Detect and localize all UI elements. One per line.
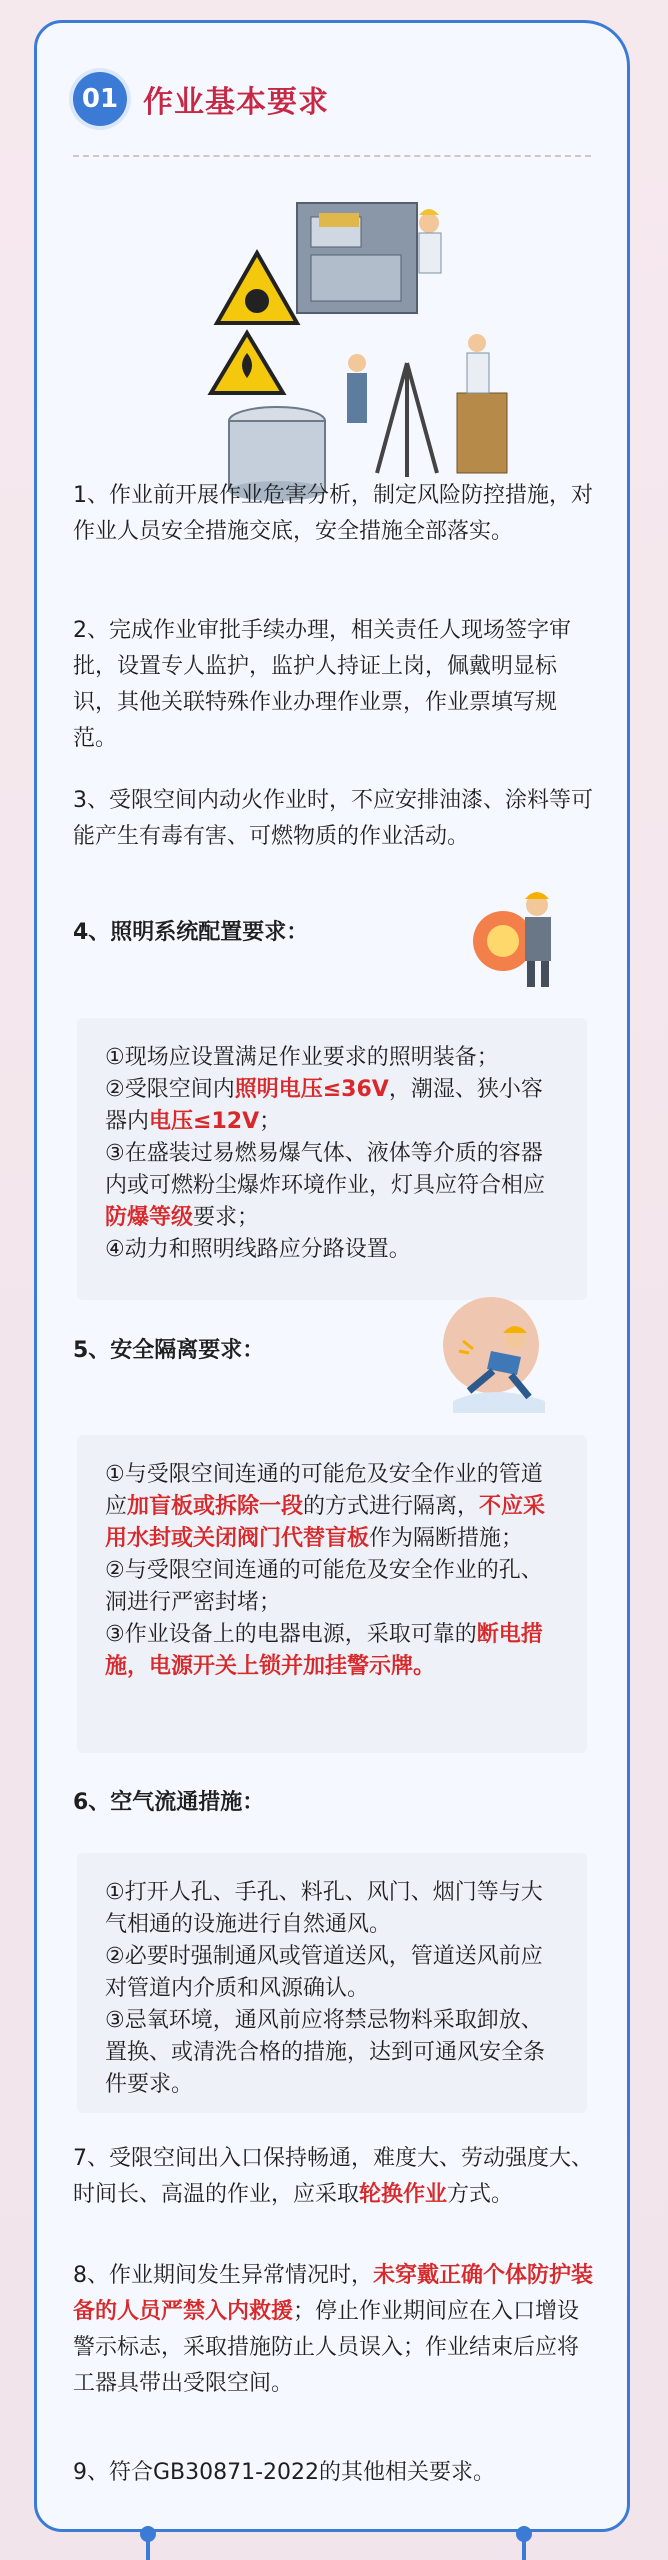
isolation-item-1-text: ①与受限空间连通的可能危及安全作业的管道应 — [105, 1462, 543, 1519]
blind-plate-highlight: 加盲板或拆除一段 — [127, 1494, 304, 1519]
isolation-item-1-text-b: 的方式进行隔离， — [303, 1494, 480, 1519]
no-entry-rescue-highlight: 未穿戴正确个体防护装备的人员严禁入内救援 — [73, 2263, 594, 2324]
isolation-item-3-text: ③作业设备上的电器电源，采取可靠的 — [105, 1622, 477, 1647]
lighting-requirements-box — [77, 1018, 587, 1300]
ventilation-heading: 6、空气流通措施： — [73, 1790, 265, 1815]
isolation-item-2: ②与受限空间连通的可能危及安全作业的孔、洞进行严密封堵； — [105, 1558, 543, 1615]
worker-slipping-icon — [433, 1291, 563, 1421]
lighting-voltage-highlight: 照明电压≤36V — [234, 1077, 389, 1102]
explosion-proof-highlight: 防爆等级 — [105, 1205, 194, 1230]
paragraph-9: 9、符合GB30871-2022的其他相关要求。 — [73, 2460, 496, 2485]
worker-helmet-shape — [419, 209, 439, 215]
section-title: 作业基本要求 — [143, 85, 329, 120]
worker-body-shape — [419, 233, 441, 273]
rotation-work-highlight: 轮换作业 — [359, 2182, 448, 2207]
paragraph-7-text-b: 方式。 — [447, 2182, 514, 2207]
paragraph-8-text-b: ；停止作业期间应在入口增设警示标志，采取措施防止人员误入；作业结束后应将工器具带出受限空间。 — [73, 2299, 580, 2396]
worker-body-shape — [347, 373, 367, 423]
no-water-seal-highlight: 不应采用水封或关闭阀门代替盲板 — [105, 1494, 546, 1551]
lighting-item-4: ④动力和照明线路应分路设置。 — [105, 1237, 411, 1262]
cabinet-door-shape — [311, 255, 401, 301]
worker-body-shape — [467, 353, 489, 393]
section-header — [73, 69, 329, 129]
crate-shape — [457, 393, 507, 473]
worker-head-shape — [468, 334, 486, 352]
tripod-leg-shape — [377, 363, 407, 473]
section-number-badge: 01 — [73, 72, 127, 126]
background-circle-shape — [443, 1297, 539, 1393]
dashed-divider — [73, 155, 591, 157]
isolation-requirements-box — [77, 1435, 587, 1753]
paragraph-3: 3、受限空间内动火作业时，不应安排油漆、涂料等可能产生有毒有害、可燃物质的作业活动。 — [73, 788, 593, 849]
cabinet-sign-shape — [319, 213, 359, 227]
lighting-item-2-text-c: ； — [259, 1109, 282, 1134]
content-card — [34, 20, 630, 2532]
worker-helmet-shape — [525, 892, 549, 899]
paragraph-2: 2、完成作业审批手续办理，相关责任人现场签字审批，设置专人监护，监护人持证上岗，佩戴明显标识，其他关联特殊作业办理作业票，作业票填写规范。 — [73, 618, 571, 751]
explosion-symbol-shape — [245, 289, 269, 313]
lighting-item-3-text: ③在盛装过易燃易爆气体、液体等介质的容器内或可燃粉尘爆炸环境作业，灯具应符合相应 — [105, 1141, 546, 1198]
ventilation-item-1: ①打开人孔、手孔、料孔、风门、烟门等与大气相通的设施进行自然通风。 — [105, 1880, 543, 1937]
lighting-item-1: ①现场应设置满足作业要求的照明装备； — [105, 1045, 499, 1070]
lighting-item-3 — [105, 1138, 559, 1234]
worker-leg-shape — [527, 961, 535, 987]
ventilation-item-3: ③忌氧环境，通风前应将禁忌物料采取卸放、置换、或清洗合格的措施，达到可通风安全条件要求。 — [105, 2008, 546, 2097]
paragraph-7-text: 7、受限空间出入口保持畅通，难度大、劳动强度大、时间长、高温的作业，应采取 — [73, 2146, 593, 2207]
lighting-item-2 — [105, 1074, 559, 1138]
worker-leg-shape — [541, 961, 549, 987]
paragraph-1: 1、作业前开展作业危害分析，制定风险防控措施，对作业人员安全措施交底，安全措施全部落实。 — [73, 483, 593, 544]
binder-pin-left — [146, 2534, 150, 2560]
ventilation-item-2: ②必要时强制通风或管道送风，管道送风前应对管道内介质和风源确认。 — [105, 1944, 543, 2001]
worker-head-shape — [348, 354, 366, 372]
lighting-item-2-text: ②受限空间内 — [105, 1077, 235, 1102]
lighting-item-3-text-b: 要求； — [193, 1205, 260, 1230]
helmet-worker-lamp-icon — [465, 883, 575, 993]
paragraph-8 — [73, 2258, 597, 2402]
lighting-heading: 4、照明系统配置要求： — [73, 920, 309, 945]
isolation-heading: 5、安全隔离要求： — [73, 1338, 265, 1363]
worker-body-shape — [525, 917, 551, 961]
worker-head-shape — [419, 213, 439, 233]
ventilation-requirements-box — [77, 1853, 587, 2113]
isolation-item-1-text-c: 作为隔断措施； — [369, 1526, 524, 1551]
power-lockout-highlight: 断电措施，电源开关上锁并加挂警示牌。 — [105, 1622, 543, 1679]
hazard-worker-illustration-icon — [207, 193, 527, 503]
paragraph-8-text: 8、作业期间发生异常情况时， — [73, 2263, 373, 2288]
isolation-item-3 — [105, 1619, 559, 1683]
paragraph-7 — [73, 2141, 597, 2213]
lamp-shape — [487, 925, 519, 957]
lighting-item-2-text-b: ，潮湿、狭小容器内 — [105, 1077, 543, 1134]
isolation-item-1 — [105, 1459, 559, 1555]
tripod-leg-shape — [407, 363, 437, 473]
lighting-voltage-highlight-2: 电压≤12V — [149, 1109, 260, 1134]
binder-pin-right — [522, 2534, 526, 2560]
